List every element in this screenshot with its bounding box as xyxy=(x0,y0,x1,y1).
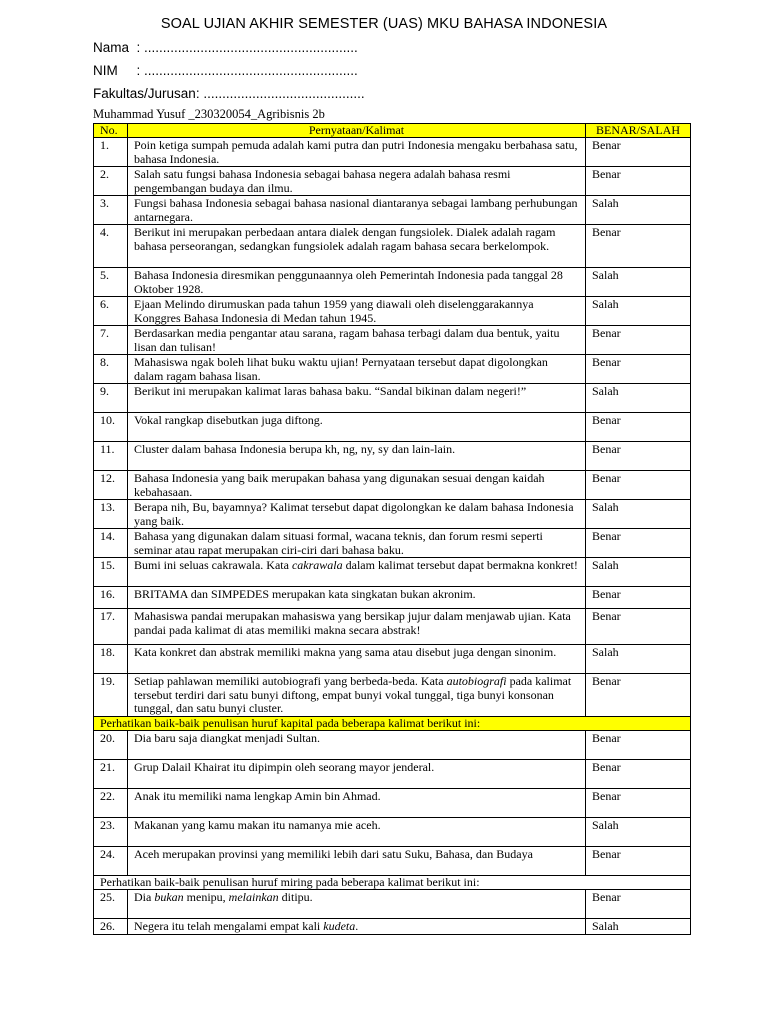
table-row xyxy=(94,268,691,297)
question-text: Makanan yang kamu makan itu namanya mie aceh. xyxy=(128,818,586,847)
question-text: Berikut ini merupakan perbedaan antara dialek dengan fungsiolek. Dialek adalah ragam bahasa perseorangan, sedangkan fungsiolek adalah ragam bahasa secara berkelompok. xyxy=(128,225,586,268)
question-answer: Benar xyxy=(586,760,691,789)
question-text: Ejaan Melindo dirumuskan pada tahun 1959 yang diawali oleh diselenggarakannya Konggres Bahasa Indonesia di Medan tahun 1945. xyxy=(128,297,586,326)
question-number: 7. xyxy=(94,326,128,355)
question-answer: Benar xyxy=(586,413,691,442)
question-number: 17. xyxy=(94,609,128,645)
question-number: 5. xyxy=(94,268,128,297)
table-row xyxy=(94,297,691,326)
question-answer: Salah xyxy=(586,645,691,674)
text-part: . xyxy=(355,919,359,933)
table-row xyxy=(94,384,691,413)
section-instruction: Perhatikan baik-baik penulisan huruf miring pada beberapa kalimat berikut ini: xyxy=(94,876,691,890)
question-text: Dia baru saja diangkat menjadi Sultan. xyxy=(128,731,586,760)
field-label: Nama xyxy=(93,40,130,55)
table-row xyxy=(94,500,691,529)
question-number: 22. xyxy=(94,789,128,818)
question-number: 24. xyxy=(94,847,128,876)
document-title: SOAL UJIAN AKHIR SEMESTER (UAS) MKU BAHASA INDONESIA xyxy=(160,16,608,32)
question-answer: Benar xyxy=(586,890,691,919)
field-label: Fakultas/Jurusan xyxy=(93,86,196,101)
field-nama xyxy=(93,40,358,55)
text-part: ditipu. xyxy=(278,890,313,904)
question-text: BRITAMA dan SIMPEDES merupakan kata singkatan bukan akronim. xyxy=(128,587,586,609)
question-text: Fungsi bahasa Indonesia sebagai bahasa nasional diantaranya sebagai lambang perhubungan antarnegara. xyxy=(128,196,586,225)
question-answer: Salah xyxy=(586,500,691,529)
question-answer: Benar xyxy=(586,609,691,645)
question-number: 16. xyxy=(94,587,128,609)
question-number: 8. xyxy=(94,355,128,384)
table-row xyxy=(94,326,691,355)
question-answer: Benar xyxy=(586,529,691,558)
text-italic: cakrawala xyxy=(291,558,343,572)
question-text: Berikut ini merupakan kalimat laras bahasa baku. “Sandal bikinan dalam negeri!” xyxy=(128,384,586,413)
question-number: 10. xyxy=(94,413,128,442)
question-number: 26. xyxy=(94,919,128,935)
table-row xyxy=(94,138,691,167)
question-text: Vokal rangkap disebutkan juga diftong. xyxy=(128,413,586,442)
question-text: Berdasarkan media pengantar atau sarana, ragam bahasa terbagi dalam dua bentuk, yaitu lisan dan tulisan! xyxy=(128,326,586,355)
question-text: Mahasiswa ngak boleh lihat buku waktu ujian! Pernyataan tersebut dapat digolongkan dalam ragam bahasa lisan. xyxy=(128,355,586,384)
field-blank: : ........................................... xyxy=(195,86,365,101)
question-answer: Benar xyxy=(586,442,691,471)
table-row xyxy=(94,587,691,609)
table-row xyxy=(94,225,691,268)
question-text: Aceh merupakan provinsi yang memiliki lebih dari satu Suku, Bahasa, dan Budaya xyxy=(128,847,586,876)
question-number: 14. xyxy=(94,529,128,558)
field-blank: : ......................................................... xyxy=(117,63,358,78)
text-part: Setiap pahlawan memiliki autobiografi yang berbeda-beda. Kata xyxy=(134,674,447,688)
question-number: 19. xyxy=(94,674,128,717)
question-answer: Benar xyxy=(586,167,691,196)
question-number: 1. xyxy=(94,138,128,167)
table-row xyxy=(94,167,691,196)
table-row xyxy=(94,731,691,760)
question-answer: Benar xyxy=(586,789,691,818)
question-number: 20. xyxy=(94,731,128,760)
field-nim xyxy=(93,63,358,78)
section-row xyxy=(94,717,691,731)
question-answer: Benar xyxy=(586,326,691,355)
header-statement: Pernyataan/Kalimat xyxy=(128,124,586,138)
table-row xyxy=(94,919,691,935)
question-text: Berapa nih, Bu, bayamnya? Kalimat tersebut dapat digolongkan ke dalam bahasa Indonesia yang baik. xyxy=(128,500,586,529)
question-number: 25. xyxy=(94,890,128,919)
question-number: 11. xyxy=(94,442,128,471)
text-part: Bumi ini seluas cakrawala. Kata xyxy=(134,558,292,572)
question-text xyxy=(128,558,586,587)
question-answer: Benar xyxy=(586,355,691,384)
text-italic: melainkan xyxy=(228,890,279,904)
field-label: NIM xyxy=(93,63,118,78)
question-answer: Salah xyxy=(586,297,691,326)
text-part: menipu, xyxy=(183,890,229,904)
section-row xyxy=(94,876,691,890)
question-text: Bahasa Indonesia diresmikan penggunaannya oleh Pemerintah Indonesia pada tanggal 28 Oktober 1928. xyxy=(128,268,586,297)
question-answer: Benar xyxy=(586,674,691,717)
field-blank: : ......................................................... xyxy=(129,40,358,55)
question-text xyxy=(128,674,586,717)
table-row xyxy=(94,818,691,847)
question-text: Cluster dalam bahasa Indonesia berupa kh, ng, ny, sy dan lain-lain. xyxy=(128,442,586,471)
text-italic: autobiografi xyxy=(446,674,507,688)
table-row xyxy=(94,529,691,558)
question-number: 3. xyxy=(94,196,128,225)
text-part: Dia xyxy=(134,890,155,904)
question-answer: Salah xyxy=(586,196,691,225)
table-row xyxy=(94,789,691,818)
header-answer: BENAR/SALAH xyxy=(586,124,691,138)
question-number: 4. xyxy=(94,225,128,268)
question-text: Anak itu memiliki nama lengkap Amin bin Ahmad. xyxy=(128,789,586,818)
question-text: Bahasa yang digunakan dalam situasi formal, wacana teknis, dan forum resmi seperti seminar atau rapat merupakan ciri-ciri dari bahasa baku. xyxy=(128,529,586,558)
table-body xyxy=(94,138,691,935)
question-answer: Benar xyxy=(586,471,691,500)
question-number: 15. xyxy=(94,558,128,587)
table-row xyxy=(94,558,691,587)
text-part: pada kalimat tersebut terdiri dari satu bunyi diftong, empat bunyi vokal tunggal, tiga bunyi konsonan tunggal, dan satu bunyi cluster. xyxy=(134,674,572,715)
question-answer: Salah xyxy=(586,384,691,413)
question-text: Kata konkret dan abstrak memiliki makna yang sama atau disebut juga dengan sinonim. xyxy=(128,645,586,674)
section-instruction: Perhatikan baik-baik penulisan huruf kapital pada beberapa kalimat berikut ini: xyxy=(94,717,691,731)
question-text: Grup Dalail Khairat itu dipimpin oleh seorang mayor jenderal. xyxy=(128,760,586,789)
question-text: Bahasa Indonesia yang baik merupakan bahasa yang digunakan sesuai dengan kaidah kebahasaan. xyxy=(128,471,586,500)
text-italic: bukan xyxy=(154,890,184,904)
table-row xyxy=(94,355,691,384)
question-table xyxy=(93,123,691,935)
table-row xyxy=(94,196,691,225)
question-text xyxy=(128,919,586,935)
question-text: Salah satu fungsi bahasa Indonesia sebagai bahasa negera adalah bahasa resmi pengembangan budaya dan ilmu. xyxy=(128,167,586,196)
question-number: 18. xyxy=(94,645,128,674)
question-number: 21. xyxy=(94,760,128,789)
text-part: Negera itu telah mengalami empat kali xyxy=(134,919,324,933)
question-answer: Benar xyxy=(586,847,691,876)
question-number: 23. xyxy=(94,818,128,847)
text-part: dalam kalimat tersebut dapat bermakna konkret! xyxy=(342,558,578,572)
question-answer: Salah xyxy=(586,268,691,297)
question-answer: Salah xyxy=(586,558,691,587)
table-row xyxy=(94,442,691,471)
header-no: No. xyxy=(94,124,128,138)
student-info: Muhammad Yusuf _230320054_Agribisnis 2b xyxy=(93,107,325,121)
text-italic: kudeta xyxy=(323,919,356,933)
field-fakultas xyxy=(93,86,365,101)
question-text xyxy=(128,890,586,919)
question-number: 12. xyxy=(94,471,128,500)
table-row xyxy=(94,760,691,789)
question-answer: Benar xyxy=(586,225,691,268)
question-answer: Salah xyxy=(586,818,691,847)
question-text: Poin ketiga sumpah pemuda adalah kami putra dan putri Indonesia mengaku berbahasa satu, bahasa Indonesia. xyxy=(128,138,586,167)
question-answer: Salah xyxy=(586,919,691,935)
question-number: 9. xyxy=(94,384,128,413)
question-answer: Benar xyxy=(586,731,691,760)
table-row xyxy=(94,645,691,674)
question-number: 13. xyxy=(94,500,128,529)
table-row xyxy=(94,847,691,876)
question-answer: Benar xyxy=(586,587,691,609)
question-answer: Benar xyxy=(586,138,691,167)
question-text: Mahasiswa pandai merupakan mahasiswa yang bersikap jujur dalam menjawab ujian. Kata pandai pada kalimat di atas memiliki makna secara abstrak! xyxy=(128,609,586,645)
table-header-row xyxy=(94,124,691,138)
question-number: 6. xyxy=(94,297,128,326)
table-row xyxy=(94,609,691,645)
question-number: 2. xyxy=(94,167,128,196)
table-row xyxy=(94,413,691,442)
table-row xyxy=(94,890,691,919)
table-row xyxy=(94,674,691,717)
table-row xyxy=(94,471,691,500)
